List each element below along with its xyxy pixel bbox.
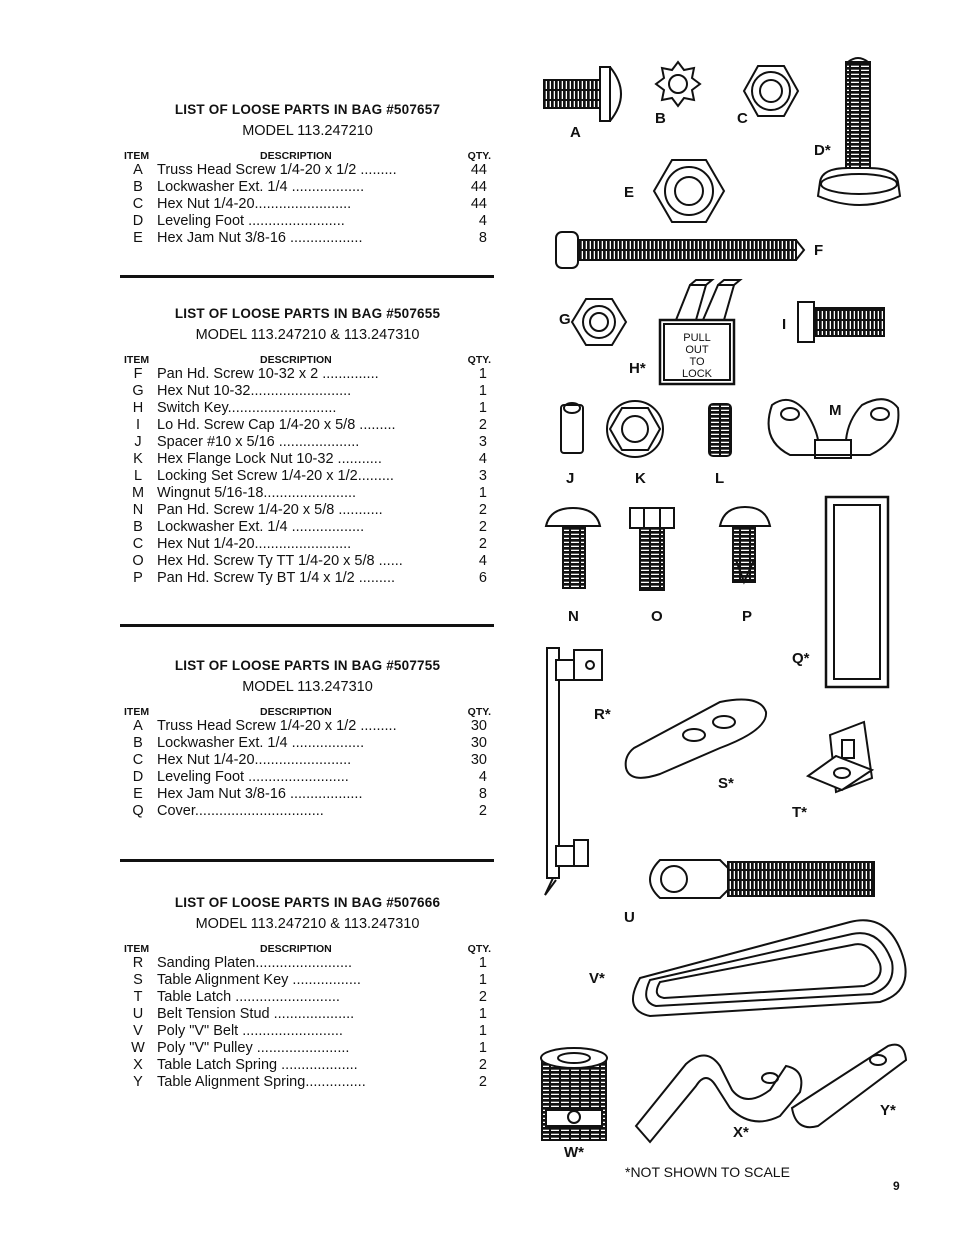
row-qty: 1 [478,1006,487,1022]
header-qty: QTY. [467,150,491,162]
row-description: Cover................................ [157,803,324,819]
row-description: Belt Tension Stud .................... [157,1006,355,1022]
row-qty: 44 [470,162,487,178]
row-item: K [133,451,143,467]
row-qty: 2 [478,519,487,535]
figure-label-i: I [782,316,787,333]
figure-label-d: D* [814,142,831,159]
section-model: MODEL 113.247210 & 113.247310 [195,916,420,932]
row-item: Q [132,803,144,819]
row-item: B [133,179,143,195]
row-item: B [133,519,143,535]
row-item: C [132,536,144,552]
row-description: Locking Set Screw 1/4-20 x 1/2......... [157,468,394,484]
figure-label-k: K [635,470,646,487]
figure-label-m: M [829,402,842,419]
row-item: B [133,735,143,751]
figure-label-y: Y* [880,1102,896,1119]
figure-label-n: N [568,608,579,625]
row-qty: 44 [470,179,487,195]
hex-nut-drawing [744,66,798,116]
figure-label-c: C [737,110,748,127]
figure-label-h: H* [629,360,646,377]
row-item: H [132,400,144,416]
row-description: Pan Hd. Screw 10-32 x 2 .............. [157,366,379,382]
row-item: F [133,366,143,382]
header-description: DESCRIPTION [260,943,332,955]
poly-v-pulley-drawing [541,1048,607,1140]
figure-label-e: E [624,184,635,201]
hex-hd-screw-drawing [630,508,674,590]
pan-hd-screw-n-drawing [546,508,600,588]
row-qty: 1 [478,1040,487,1056]
row-qty: 2 [478,417,487,433]
figure-label-v: V* [589,970,605,987]
figure-label-s: S* [718,775,734,792]
row-qty: 1 [478,400,487,416]
spacer-drawing [561,403,583,453]
section-title: LIST OF LOOSE PARTS IN BAG #507755 [174,658,441,673]
row-description: Poly "V" Belt ......................... [157,1023,343,1039]
row-description: Switch Key........................... [157,400,337,416]
row-qty: 3 [478,434,487,450]
header-description: DESCRIPTION [260,354,332,366]
section-model: MODEL 113.247210 [242,123,373,139]
row-qty: 1 [478,366,487,382]
row-item: W [131,1040,145,1056]
figure-label-w: W* [564,1144,584,1161]
row-item: V [133,1023,143,1039]
hex-flange-lock-nut-drawing [607,401,663,457]
table-latch-spring-drawing [636,1055,801,1142]
figure-label-p: P [742,608,753,625]
lo-head-screw-cap-drawing [798,302,884,342]
row-item: A [133,718,143,734]
row-description: Hex Nut 1/4-20........................ [157,196,352,212]
row-description: Truss Head Screw 1/4-20 x 1/2 ......... [157,718,397,734]
row-description: Pan Hd. Screw Ty BT 1/4 x 1/2 ......... [157,570,396,586]
row-qty: 44 [470,196,487,212]
row-item: S [133,972,143,988]
row-qty: 6 [478,570,487,586]
figure-label-q: Q* [792,650,810,667]
row-description: Hex Hd. Screw Ty TT 1/4-20 x 5/8 ...... [157,553,403,569]
row-description: Truss Head Screw 1/4-20 x 1/2 ......... [157,162,397,178]
row-description: Hex Flange Lock Nut 10-32 ........... [157,451,382,467]
row-qty: 1 [478,383,487,399]
row-description: Table Alignment Key ................. [157,972,361,988]
switch-key-text-1: PULL [683,332,711,344]
pan-hd-screw-bt-drawing [720,507,770,582]
row-item: X [133,1057,143,1073]
header-item: ITEM [124,943,150,955]
row-qty: 30 [470,752,487,768]
row-description: Hex Nut 10-32......................... [157,383,352,399]
row-description: Lockwasher Ext. 1/4 .................. [157,519,365,535]
figure-label-x: X* [733,1124,749,1141]
header-qty: QTY. [467,706,491,718]
row-item: J [134,434,142,450]
row-qty: 4 [478,553,487,569]
page-number: 9 [893,1179,900,1193]
switch-key-text-3: TO [689,356,705,368]
row-qty: 4 [478,451,487,467]
section-title: LIST OF LOOSE PARTS IN BAG #507655 [174,306,441,321]
row-description: Lockwasher Ext. 1/4 .................. [157,735,365,751]
row-description: Leveling Foot ........................ [157,213,345,229]
header-qty: QTY. [467,354,491,366]
header-description: DESCRIPTION [260,706,332,718]
header-item: ITEM [124,706,150,718]
row-item: P [133,570,143,586]
row-description: Lockwasher Ext. 1/4 .................. [157,179,365,195]
row-qty: 2 [478,1057,487,1073]
row-qty: 30 [470,735,487,751]
row-item: D [132,769,144,785]
row-description: Table Latch Spring ................... [157,1057,358,1073]
row-description: Table Alignment Spring............... [157,1074,366,1090]
lockwasher-drawing [656,62,700,106]
belt-tension-stud-drawing [650,860,874,898]
row-description: Hex Jam Nut 3/8-16 .................. [157,786,363,802]
truss-head-screw-drawing [544,67,621,121]
table-alignment-key-drawing [626,700,766,778]
figure-label-l: L [715,470,725,487]
row-qty: 1 [478,955,487,971]
row-item: E [133,786,143,802]
header-item: ITEM [124,354,150,366]
row-item: U [132,1006,144,1022]
row-qty: 1 [478,972,487,988]
row-item: E [133,230,143,246]
figure-label-f: F [814,242,824,259]
row-qty: 2 [478,803,487,819]
section-title: LIST OF LOOSE PARTS IN BAG #507666 [174,895,441,910]
figure-label-o: O [651,608,663,625]
figure-label-a: A [570,124,581,141]
section-title: LIST OF LOOSE PARTS IN BAG #507657 [174,102,441,117]
leveling-foot-drawing [818,58,900,205]
row-item: O [132,553,144,569]
row-qty: 2 [478,1074,487,1090]
figure-label-b: B [655,110,666,127]
section-model: MODEL 113.247210 & 113.247310 [195,327,420,343]
header-description: DESCRIPTION [260,150,332,162]
row-item: I [135,417,141,433]
row-item: L [133,468,143,484]
cover-drawing [826,497,888,687]
row-description: Pan Hd. Screw 1/4-20 x 5/8 ........... [157,502,383,518]
row-description: Hex Nut 1/4-20........................ [157,536,352,552]
header-item: ITEM [124,150,150,162]
figure-label-j: J [566,470,575,487]
row-qty: 2 [478,502,487,518]
locking-set-screw-drawing [709,404,731,456]
figure-label-r: R* [594,706,611,723]
row-description: Hex Nut 1/4-20........................ [157,752,352,768]
row-qty: 1 [478,485,487,501]
row-item: C [132,196,144,212]
hex-jam-nut-drawing [654,160,724,222]
row-item: T [133,989,143,1005]
row-description: Poly "V" Pulley ....................... [157,1040,350,1056]
row-qty: 2 [478,536,487,552]
poly-v-belt-drawing [633,920,906,1016]
scale-note: *NOT SHOWN TO SCALE [625,1164,790,1180]
row-qty: 8 [478,230,487,246]
row-qty: 8 [478,786,487,802]
switch-key-text-4: LOCK [682,368,712,380]
row-qty: 2 [478,989,487,1005]
header-qty: QTY. [467,943,491,955]
row-item: C [132,752,144,768]
row-item: Y [133,1074,143,1090]
figure-label-g: G [559,311,571,328]
row-description: Sanding Platen........................ [157,955,353,971]
switch-key-text-2: OUT [685,344,709,356]
hex-nut-small-drawing [572,299,626,345]
row-description: Wingnut 5/16-18....................... [157,485,357,501]
row-description: Hex Jam Nut 3/8-16 .................. [157,230,363,246]
row-item: N [132,502,144,518]
pan-head-screw-long-drawing [556,232,804,268]
row-description: Spacer #10 x 5/16 .................... [157,434,360,450]
row-item: D [132,213,144,229]
row-qty: 4 [478,769,487,785]
row-item: M [131,485,145,501]
row-qty: 3 [478,468,487,484]
row-item: G [132,383,144,399]
row-description: Table Latch .......................... [157,989,340,1005]
row-qty: 4 [478,213,487,229]
row-qty: 1 [478,1023,487,1039]
sanding-platen-drawing [545,648,602,895]
row-qty: 30 [470,718,487,734]
section-model: MODEL 113.247310 [242,679,373,695]
figure-label-u: U [624,909,635,926]
table-latch-drawing [808,722,872,792]
row-item: A [133,162,143,178]
row-item: R [132,955,144,971]
row-description: Lo Hd. Screw Cap 1/4-20 x 5/8 ......... [157,417,396,433]
row-description: Leveling Foot ......................... [157,769,349,785]
figure-label-t: T* [792,804,807,821]
